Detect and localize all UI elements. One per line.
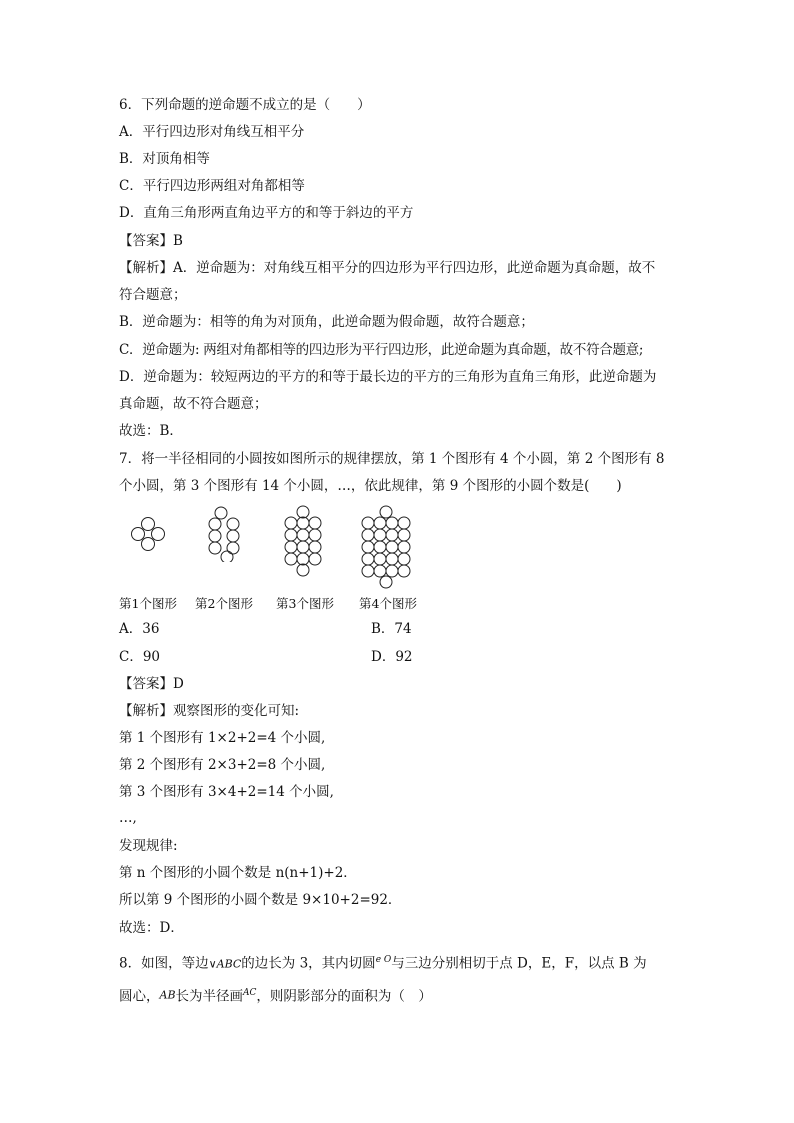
q6-option-b: B．对顶角相等 <box>119 151 210 167</box>
q6-option-d: D．直角三角形两直角边平方的和等于斜边的平方 <box>119 205 414 221</box>
figure-1-caption: 第1个图形 <box>119 596 177 611</box>
q6-analysis-line: 真命题，故不符合题意； <box>119 396 268 412</box>
q7-answer: 【答案】D <box>119 676 184 692</box>
q7-option-a: A．36 <box>119 621 160 637</box>
q8-stem-line2 <box>119 983 432 1007</box>
q7-option-d: D．92 <box>371 649 413 665</box>
q8-triangle-symbol: ∨ABC <box>208 957 242 971</box>
q8-text: 圆心， <box>119 988 160 1005</box>
q7-stem-line2: 个小圆，第 3 个图形有 14 个小圆，…，依此规律，第 9 个图形的小圆个数是( ) <box>119 478 622 494</box>
q6-option-a: A．平行四边形对角线互相平分 <box>119 124 305 140</box>
figure-3-circles <box>284 505 324 577</box>
q6-option-c: C．平行四边形两组对角都相等 <box>119 178 305 194</box>
q6-analysis-line: D．逆命题为：较短两边的平方的和等于最长边的平方的三角形为直角三角形，此逆命题为 <box>119 369 657 385</box>
q7-analysis-line: 第 n 个图形的小圆个数是 n(n+1)+2． <box>119 865 357 881</box>
q7-analysis-line: 第 1 个图形有 1×2+2=4 个小圆, <box>119 730 326 746</box>
q8-segment-symbol: AB <box>159 988 176 1002</box>
figure-2-circles <box>208 506 248 562</box>
q7-stem-line1: 7．将一半径相同的小圆按如图所示的规律摆放，第 1 个图形有 4 个小圆，第 2 个图形有 8 <box>119 451 665 467</box>
q7-analysis-line: 发现规律: <box>119 838 178 854</box>
figure-4-circles <box>360 505 412 589</box>
q7-analysis-line: 第 2 个图形有 2×3+2=8 个小圆, <box>119 757 326 773</box>
q7-analysis-line: 【解析】观察图形的变化可知: <box>119 703 300 719</box>
q6-analysis-line: C．逆命题为: 两组对角都相等的四边形为平行四边形，此逆命题为真命题，故不符合题意; <box>119 342 644 358</box>
q6-analysis-line: 符合题意； <box>119 287 187 303</box>
q8-text: 与三边分别相切于点 D，E，F，以点 B 为 <box>391 955 647 972</box>
q8-stem-line1 <box>119 950 647 975</box>
q8-text: 8．如图，等边 <box>119 955 209 972</box>
q6-stem: 6．下列命题的逆命题不成立的是（ ） <box>119 97 371 113</box>
figure-3-caption: 第3个图形 <box>276 596 334 611</box>
q6-analysis-line: 【解析】A．逆命题为：对角线互相平分的四边形为平行四边形，此逆命题为真命题，故不 <box>119 260 656 276</box>
q6-analysis-line: B．逆命题为：相等的角为对顶角，此逆命题为假命题，故符合题意； <box>119 314 534 330</box>
q7-analysis-line: 故选：D． <box>119 920 184 936</box>
q8-text: 长为半径画 <box>175 988 244 1005</box>
figure-2-caption: 第2个图形 <box>195 596 253 611</box>
q6-analysis-line: 故选：B． <box>119 423 183 439</box>
q8-text: ，则阴影部分的面积为（ ） <box>256 988 432 1005</box>
q7-analysis-line: 所以第 9 个图形的小圆个数是 9×10+2=92． <box>119 892 402 908</box>
q7-option-b: B．74 <box>371 621 412 637</box>
q7-option-c: C．90 <box>119 649 161 665</box>
q8-circle-symbol: e O <box>375 955 392 965</box>
figure-1-circles <box>128 514 168 554</box>
q6-answer: 【答案】B <box>119 233 183 249</box>
q8-text: 的边长为 3，其内切圆 <box>241 955 376 972</box>
q8-arc-symbol: AC <box>243 988 257 998</box>
figure-4-caption: 第4个图形 <box>359 596 417 611</box>
q7-analysis-line: 第 3 个图形有 3×4+2=14 个小圆, <box>119 784 334 800</box>
q7-analysis-line: …, <box>119 810 137 826</box>
